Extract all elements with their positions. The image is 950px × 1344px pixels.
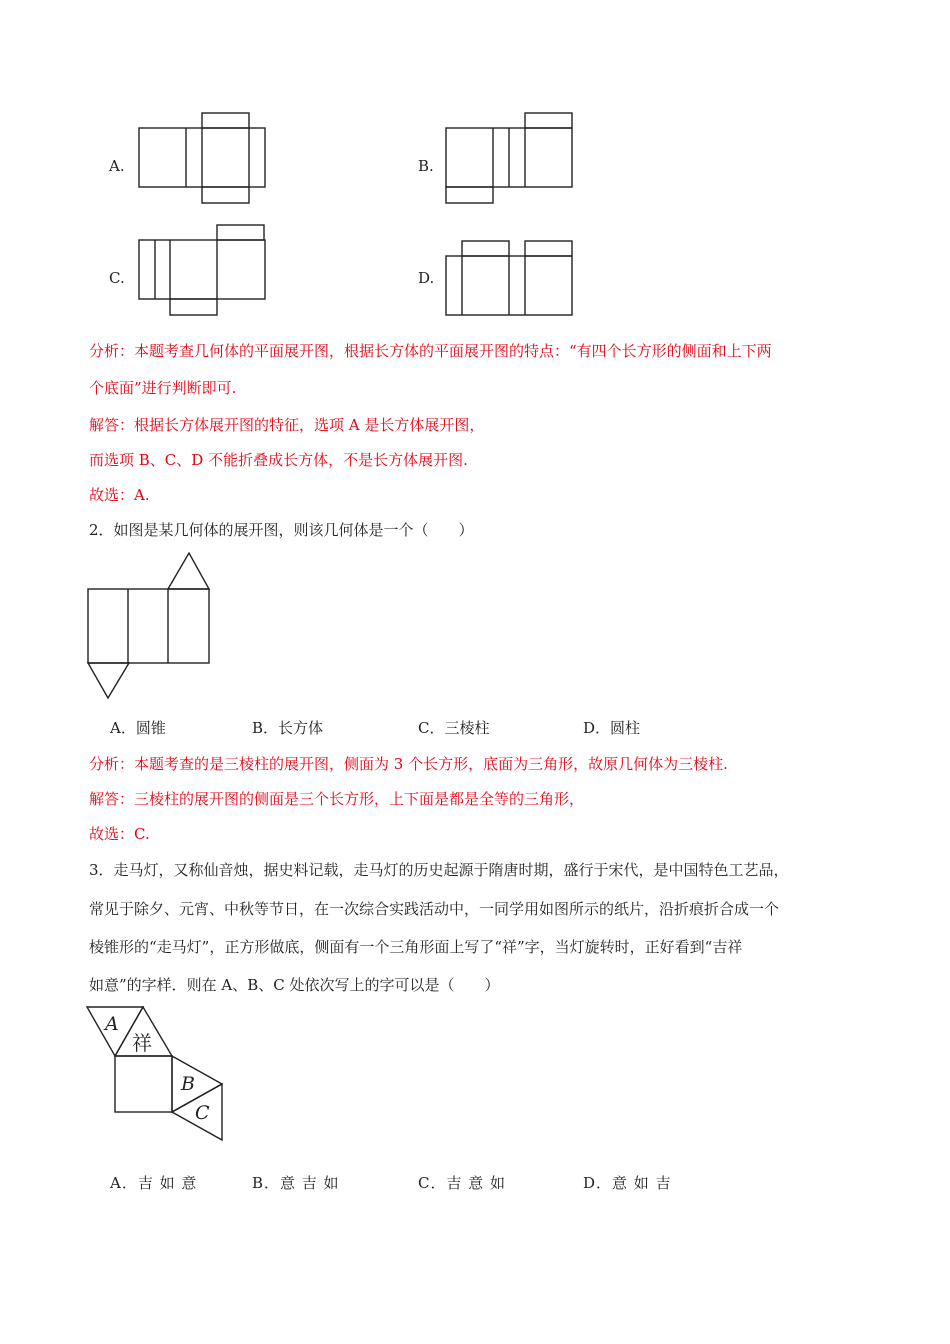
q1-analysis: 分析：本题考查几何体的平面展开图，根据长方体的平面展开图的特点：“有四个长方形的侧面和上下两 [89,342,772,360]
q3-stem-line-3: 棱锥形的“走马灯”，正方形做底，侧面有一个三角形面上写了“祥”字，当灯旋转时，正好看到“吉祥 [89,938,743,956]
q1-solution-2: 而选项 B、C、D 不能折叠成长方体，不是长方体展开图. [89,451,468,469]
q3-option-c: C．吉 意 如 [418,1174,507,1192]
q1-solution-1: 解答：根据长方体展开图的特征，选项 A 是长方体展开图， [89,416,485,434]
q3-option-d: D．意 如 吉 [583,1174,672,1192]
q2-answer: 故选：C. [89,825,150,843]
q1-option-c-label: C. [109,269,125,287]
q3-figure-label-c: C [195,1102,210,1124]
q1-option-b-label: B. [418,157,434,175]
q3-figure-label-xiang: 祥 [132,1031,152,1055]
q3-figure-label-b: B [181,1073,195,1095]
q2-solution: 解答：三棱柱的展开图的侧面是三个长方形，上下面是都是全等的三角形， [89,790,585,808]
q1-option-d-label: D. [418,269,435,287]
q1-option-a-label: A. [109,157,125,175]
q2-option-b: B．长方体 [252,719,324,737]
q2-option-d: D．圆柱 [583,719,641,737]
q2-option-c: C．三棱柱 [418,719,490,737]
q3-option-b: B．意 吉 如 [252,1174,340,1192]
q3-figure-label-a: A [105,1013,119,1035]
q3-option-a: A．吉 如 意 [110,1174,198,1192]
q1-answer: 故选：A. [89,486,150,504]
q2-stem: 2．如图是某几何体的展开图，则该几何体是一个（ ） [89,521,474,539]
q3-stem-line-1: 3．走马灯，又称仙音烛，据史料记载，走马灯的历史起源于隋唐时期，盛行于宋代，是中国特色工艺品， [89,861,789,879]
q1-analysis-cont: 个底面”进行判断即可. [89,379,237,397]
q3-stem-line-2: 常见于除夕、元宵、中秋等节日，在一次综合实践活动中，一同学用如图所示的纸片，沿折痕折合成一个 [89,900,780,918]
q3-stem-line-4: 如意”的字样．则在 A、B、C 处依次写上的字可以是（ ） [89,976,500,994]
q2-option-a: A．圆锥 [110,719,166,737]
q2-analysis: 分析：本题考查的是三棱柱的展开图，侧面为 3 个长方形，底面为三角形，故原几何体为三棱柱. [89,755,728,773]
